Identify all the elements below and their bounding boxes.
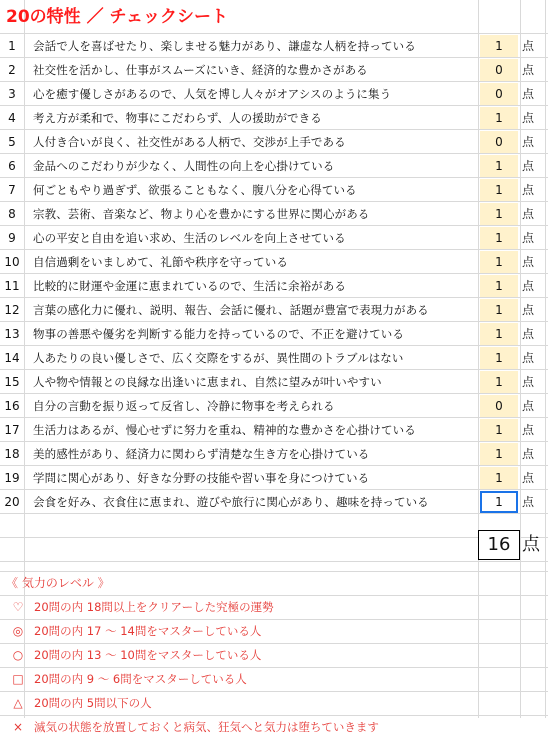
row-number: 1 bbox=[8, 39, 16, 53]
row-number: 5 bbox=[8, 135, 16, 149]
legend-item bbox=[0, 691, 548, 715]
table-row bbox=[0, 106, 548, 130]
trait-text[interactable]: 心を癒す優しさがあるので、人気を博し人々がオアシスのように集う bbox=[33, 87, 392, 101]
score-input-cell[interactable]: 1 bbox=[480, 35, 518, 57]
score-input-cell[interactable]: 0 bbox=[480, 59, 518, 81]
legend-item bbox=[0, 619, 548, 643]
legend-symbol: ♡ bbox=[12, 600, 24, 614]
legend-symbol: □ bbox=[12, 672, 24, 686]
trait-text[interactable]: 心の平安と自由を追い求め、生活のレベルを向上させている bbox=[33, 231, 346, 245]
trait-text[interactable]: 社交性を活かし、仕事がスムーズにいき、経済的な豊かさがある bbox=[33, 63, 368, 77]
trait-text[interactable]: 人あたりの良い優しさで、広く交際をするが、異性間のトラブルはない bbox=[33, 351, 404, 365]
legend-symbol: ◎ bbox=[12, 624, 24, 638]
table-row bbox=[0, 322, 548, 346]
grid-line bbox=[0, 561, 548, 562]
trait-text[interactable]: 考え方が柔和で、物事にこだわらず、人の援助ができる bbox=[33, 111, 322, 125]
table-row bbox=[0, 82, 548, 106]
table-row bbox=[0, 298, 548, 322]
row-number: 19 bbox=[4, 471, 20, 485]
trait-text[interactable]: 会食を好み、衣食住に恵まれ、遊びや旅行に関心があり、趣味を持っている bbox=[33, 495, 429, 509]
score-input-cell[interactable]: 1 bbox=[480, 275, 518, 297]
trait-text[interactable]: 学問に関心があり、好きな分野の技能や習い事を身につけている bbox=[33, 471, 370, 485]
points-unit-label: 点 bbox=[522, 399, 535, 413]
legend-text[interactable]: 20問の内 9 〜 6問をマスターしている人 bbox=[34, 672, 247, 686]
score-input-cell[interactable]: 1 bbox=[480, 179, 518, 201]
score-input-cell[interactable]: 1 bbox=[480, 371, 518, 393]
score-input-cell[interactable]: 1 bbox=[480, 347, 518, 369]
points-unit-label: 点 bbox=[522, 87, 535, 101]
points-unit-label: 点 bbox=[522, 327, 535, 341]
points-unit-label: 点 bbox=[522, 159, 535, 173]
trait-text[interactable]: 美的感性があり、経済力に関わらず清楚な生き方を心掛けている bbox=[33, 447, 370, 461]
points-unit-label: 点 bbox=[522, 471, 535, 485]
row-number: 15 bbox=[4, 375, 20, 389]
points-unit-label: 点 bbox=[522, 279, 535, 293]
row-number: 3 bbox=[8, 87, 16, 101]
trait-text[interactable]: 生活力はあるが、慢心せずに努力を重ね、精神的な豊かさを心掛けている bbox=[33, 423, 416, 437]
total-score-cell[interactable]: 16 bbox=[478, 530, 520, 560]
table-row bbox=[0, 346, 548, 370]
table-row bbox=[0, 490, 548, 514]
trait-text[interactable]: 物事の善悪や優劣を判断する能力を持っているので、不正を避けている bbox=[33, 327, 404, 341]
points-unit-label: 点 bbox=[522, 111, 535, 125]
legend-item bbox=[0, 643, 548, 667]
table-row bbox=[0, 418, 548, 442]
trait-text[interactable]: 人や物や情報との良縁な出逢いに恵まれ、自然に望みが叶いやすい bbox=[33, 375, 382, 389]
score-input-cell[interactable]: 1 bbox=[480, 251, 518, 273]
row-number: 4 bbox=[8, 111, 16, 125]
score-input-cell[interactable]: 0 bbox=[480, 131, 518, 153]
table-row bbox=[0, 178, 548, 202]
table-row bbox=[0, 442, 548, 466]
table-row bbox=[0, 58, 548, 82]
points-unit-label: 点 bbox=[522, 375, 535, 389]
legend-symbol: △ bbox=[13, 696, 23, 710]
points-unit-label: 点 bbox=[522, 207, 535, 221]
points-unit-label: 点 bbox=[522, 423, 535, 437]
sheet-title[interactable]: 20の特性 ／ チェックシート bbox=[6, 7, 228, 27]
score-input-cell[interactable]: 1 bbox=[480, 299, 518, 321]
trait-text[interactable]: 何ごともやり過ぎず、欲張ることもなく、腹八分を心得ている bbox=[33, 183, 357, 197]
table-row bbox=[0, 154, 548, 178]
legend-text[interactable]: 滅気の状態を放置しておくと病気、狂気へと気力は堕ちていきます bbox=[34, 720, 379, 734]
legend-text[interactable]: 20問の内 18問以上をクリアーした究極の運勢 bbox=[34, 600, 274, 614]
score-input-cell[interactable]: 0 bbox=[480, 83, 518, 105]
score-input-cell[interactable]: 1 bbox=[480, 323, 518, 345]
points-unit-label: 点 bbox=[522, 495, 535, 509]
trait-text[interactable]: 会話で人を喜ばせたり、楽しませる魅力があり、謙虚な人柄を持っている bbox=[33, 39, 416, 53]
legend-item bbox=[0, 667, 548, 691]
row-number: 18 bbox=[4, 447, 20, 461]
row-number: 12 bbox=[4, 303, 20, 317]
points-unit-label: 点 bbox=[522, 135, 535, 149]
trait-text[interactable]: 自信過剰をいましめて、礼節や秩序を守っている bbox=[33, 255, 288, 269]
score-input-cell[interactable]: 1 bbox=[480, 443, 518, 465]
score-input-cell[interactable]: 0 bbox=[480, 395, 518, 417]
legend-item bbox=[0, 595, 548, 619]
trait-text[interactable]: 自分の言動を振り返って反省し、冷静に物事を考えられる bbox=[33, 399, 335, 413]
points-unit-label: 点 bbox=[522, 231, 535, 245]
row-number: 13 bbox=[4, 327, 20, 341]
legend-symbol: × bbox=[12, 720, 24, 734]
legend-text[interactable]: 20問の内 17 〜 14問をマスターしている人 bbox=[34, 624, 262, 638]
legend-symbol: ○ bbox=[12, 648, 24, 662]
score-input-cell[interactable]: 1 bbox=[480, 227, 518, 249]
score-input-cell[interactable]: 1 bbox=[480, 467, 518, 489]
trait-text[interactable]: 人付き合いが良く、社交性がある人柄で、交渉が上手である bbox=[33, 135, 346, 149]
table-row bbox=[0, 250, 548, 274]
row-number: 17 bbox=[4, 423, 20, 437]
score-input-cell[interactable]: 1 bbox=[480, 155, 518, 177]
table-row bbox=[0, 466, 548, 490]
table-row bbox=[0, 370, 548, 394]
legend-text[interactable]: 20問の内 13 〜 10問をマスターしている人 bbox=[34, 648, 262, 662]
score-input-cell[interactable]: 1 bbox=[480, 203, 518, 225]
points-unit-label: 点 bbox=[522, 255, 535, 269]
score-input-cell[interactable]: 1 bbox=[480, 107, 518, 129]
row-number: 10 bbox=[4, 255, 20, 269]
row-number: 9 bbox=[8, 231, 16, 245]
row-number: 11 bbox=[4, 279, 20, 293]
total-unit-label: 点 bbox=[522, 534, 540, 555]
points-unit-label: 点 bbox=[522, 63, 535, 77]
row-number: 20 bbox=[4, 495, 20, 509]
row-number: 6 bbox=[8, 159, 16, 173]
legend-heading[interactable]: 《 気力のレベル 》 bbox=[6, 576, 110, 590]
points-unit-label: 点 bbox=[522, 447, 535, 461]
table-row bbox=[0, 226, 548, 250]
row-number: 7 bbox=[8, 183, 16, 197]
grid-line bbox=[0, 537, 548, 538]
trait-text[interactable]: 比較的に財運や金運に恵まれているので、生活に余裕がある bbox=[33, 279, 346, 293]
row-number: 8 bbox=[8, 207, 16, 221]
row-number: 2 bbox=[8, 63, 16, 77]
table-row bbox=[0, 130, 548, 154]
table-row bbox=[0, 34, 548, 58]
score-input-cell[interactable]: 1 bbox=[480, 419, 518, 441]
table-row bbox=[0, 394, 548, 418]
row-number: 16 bbox=[4, 399, 20, 413]
trait-text[interactable]: 言葉の感化力に優れ、説明、報告、会話に優れ、話題が豊富で表現力がある bbox=[33, 303, 429, 317]
points-unit-label: 点 bbox=[522, 351, 535, 365]
row-number: 14 bbox=[4, 351, 20, 365]
legend-text[interactable]: 20問の内 5問以下の人 bbox=[34, 696, 152, 710]
points-unit-label: 点 bbox=[522, 303, 535, 317]
trait-text[interactable]: 宗教、芸術、音楽など、物より心を豊かにする世界に関心がある bbox=[33, 207, 370, 221]
points-unit-label: 点 bbox=[522, 183, 535, 197]
table-row bbox=[0, 274, 548, 298]
trait-text[interactable]: 金品へのこだわりが少なく、人間性の向上を心掛けている bbox=[33, 159, 335, 173]
table-row bbox=[0, 202, 548, 226]
score-input-cell[interactable]: 1 bbox=[480, 491, 518, 513]
points-unit-label: 点 bbox=[522, 39, 535, 53]
legend-item bbox=[0, 715, 548, 739]
